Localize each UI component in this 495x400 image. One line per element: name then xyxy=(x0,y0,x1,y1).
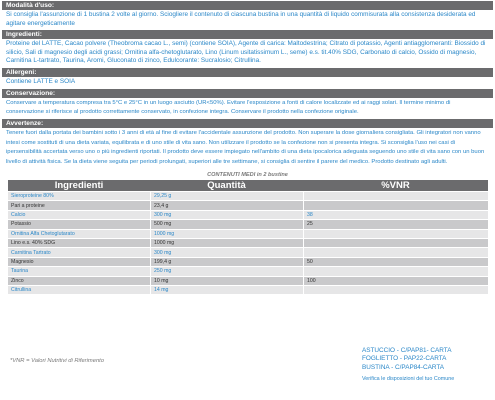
table-row xyxy=(8,192,488,200)
packaging-disposal-info xyxy=(362,347,454,383)
cell-ingredient: Sieroproteine 80% xyxy=(8,192,150,200)
cell-ingredient: Zinco xyxy=(8,277,150,285)
cell-quantity: 1000 mg xyxy=(150,239,303,247)
section-conservazione xyxy=(0,89,495,120)
packaging-line: BUSTINA - C/PAP84-CARTA xyxy=(362,363,445,371)
cell-quantity: 500 mg xyxy=(150,220,303,228)
cell-vnr xyxy=(303,192,488,200)
section-text: Tenere fuori dalla portata dei bambini sotto i 3 anni di età al fine di evitare l'accidentale assunzione del prodotto. Non superare la dose giornaliera consigliata. Gli integratori non vanno intesi come sostituti di una dieta variata, equilibrata e di uno stile di vita sano. Non utilizzare il prodotto se la confezione non si presenta integra. Si sconsiglia l'uso nei casi di ipersensibilità accertata verso uno o più ingredienti riportati. Il prodotto deve essere impiegato nell'ambito di una dieta ipocalorica adeguata seguendo uno stile di vita sano con un buon livello di attività fisica. Se la dieta viene seguita per periodi prolungati, superiori alle tre settimane, si consiglia di sentire il parere del medico. Prodotto destinato agli adulti. xyxy=(6,130,485,165)
section-text: Proteine del LATTE, Cacao polvere (Theobroma cacao L., semi) (contiene SOIA), Agente di carica: Maltodestrina; Citrato di potassio, Agenti antiagglomeranti: Biossido di silicio, Sali di magnesio degli acidi grassi; Ornitina alfa-chetoglutarato, Lino (Linum usitatissimum L., seme) e.s. tit.40% SDG, Carbonato di calcio, Ossido di magnesio, Carnitina L-tartrato, Taurina, Aromi, Gluconato di zinco, Edulcorante: Sucralosio; Citrullina. xyxy=(6,40,486,65)
cell-ingredient: Calcio xyxy=(8,211,150,219)
cell-vnr: 50 xyxy=(303,258,488,266)
cell-ingredient: Ornitina Alfa Chetoglutarato xyxy=(8,230,150,238)
cell-quantity: 1000 mg xyxy=(150,230,303,238)
cell-vnr: 38 xyxy=(303,211,488,219)
cell-ingredient: Carnitina Tartrato xyxy=(8,248,150,256)
table-row xyxy=(8,201,488,209)
cell-quantity: 29,25 g xyxy=(150,192,303,200)
table-row xyxy=(8,277,488,285)
table-row xyxy=(8,258,488,266)
cell-vnr: 25 xyxy=(303,220,488,228)
cell-vnr xyxy=(303,248,488,256)
cell-quantity: 23,4 g xyxy=(150,201,303,209)
nutrition-table xyxy=(8,179,488,295)
packaging-note: Verifica le disposizioni del tuo Comune xyxy=(362,375,455,382)
section-text: Contiene LATTE e SOIA xyxy=(6,77,76,85)
table-row xyxy=(8,230,488,238)
cell-vnr xyxy=(303,239,488,247)
cell-ingredient: Pari a proteine xyxy=(8,201,150,209)
cell-vnr xyxy=(303,201,488,209)
cell-ingredient: Potassio xyxy=(8,220,150,228)
cell-ingredient: Citrullina xyxy=(8,286,150,294)
cell-ingredient: Magnesio xyxy=(8,258,150,266)
section-title: Conservazione: xyxy=(2,89,493,98)
section-allergeni xyxy=(0,68,495,89)
cell-vnr xyxy=(303,230,488,238)
table-row xyxy=(8,220,488,228)
section-title: Allergeni: xyxy=(2,68,493,77)
cell-ingredient: Taurina xyxy=(8,267,150,275)
section-title: Avvertenze: xyxy=(2,119,493,128)
section-avvertenze xyxy=(0,119,495,169)
cell-quantity: 300 mg xyxy=(150,211,303,219)
cell-vnr xyxy=(303,267,488,275)
section-text: Conservare a temperatura compresa tra 5°C e 25°C in un luogo asciutto (UR<50%). Evitare l'esposizione a fonti di calore localizzate ed ai raggi solari. Il termine minimo di conservazione si riferisce al prodotto correttamente conservato, in confezione integra. Conservare il prodotto nella confezione originale. xyxy=(6,99,451,115)
cell-ingredient: Lino e.s. 40% SDG xyxy=(8,239,150,247)
packaging-line: FOGLIETTO - PAP22-CARTA xyxy=(362,355,447,363)
section-title: Modalità d'uso: xyxy=(2,1,493,10)
header-vnr: %VNR xyxy=(303,180,488,191)
table-title: CONTENUTI MEDI in 2 bustine xyxy=(207,172,288,178)
header-ingredienti: Ingredienti xyxy=(8,180,150,191)
header-quantita: Quantità xyxy=(150,180,303,191)
cell-quantity: 10 mg xyxy=(150,277,303,285)
table-header-row xyxy=(8,180,488,191)
cell-quantity: 14 mg xyxy=(150,286,303,294)
cell-quantity: 300 mg xyxy=(150,248,303,256)
cell-quantity: 199,4 g xyxy=(150,258,303,266)
cell-vnr xyxy=(303,286,488,294)
table-row xyxy=(8,248,488,256)
table-row xyxy=(8,239,488,247)
section-text: Si consiglia l'assunzione di 1 bustina 2 volte al giorno. Sciogliere il contenuto di ciascuna bustina in una quantità di liquido commisurata alla consistenza desiderata ed agitare energeticamente xyxy=(6,11,476,27)
section-title: Ingredienti: xyxy=(2,30,493,39)
cell-quantity: 250 mg xyxy=(150,267,303,275)
packaging-line: ASTUCCIO - C/PAP81- CARTA xyxy=(362,347,452,354)
section-ingredienti xyxy=(0,30,495,68)
cell-vnr: 100 xyxy=(303,277,488,285)
table-row xyxy=(8,211,488,219)
section-modalita xyxy=(0,1,495,30)
table-row xyxy=(8,267,488,275)
vnr-footnote: *VNR = Valori Nutritivi di Riferimento xyxy=(10,358,105,364)
table-row xyxy=(8,286,488,294)
